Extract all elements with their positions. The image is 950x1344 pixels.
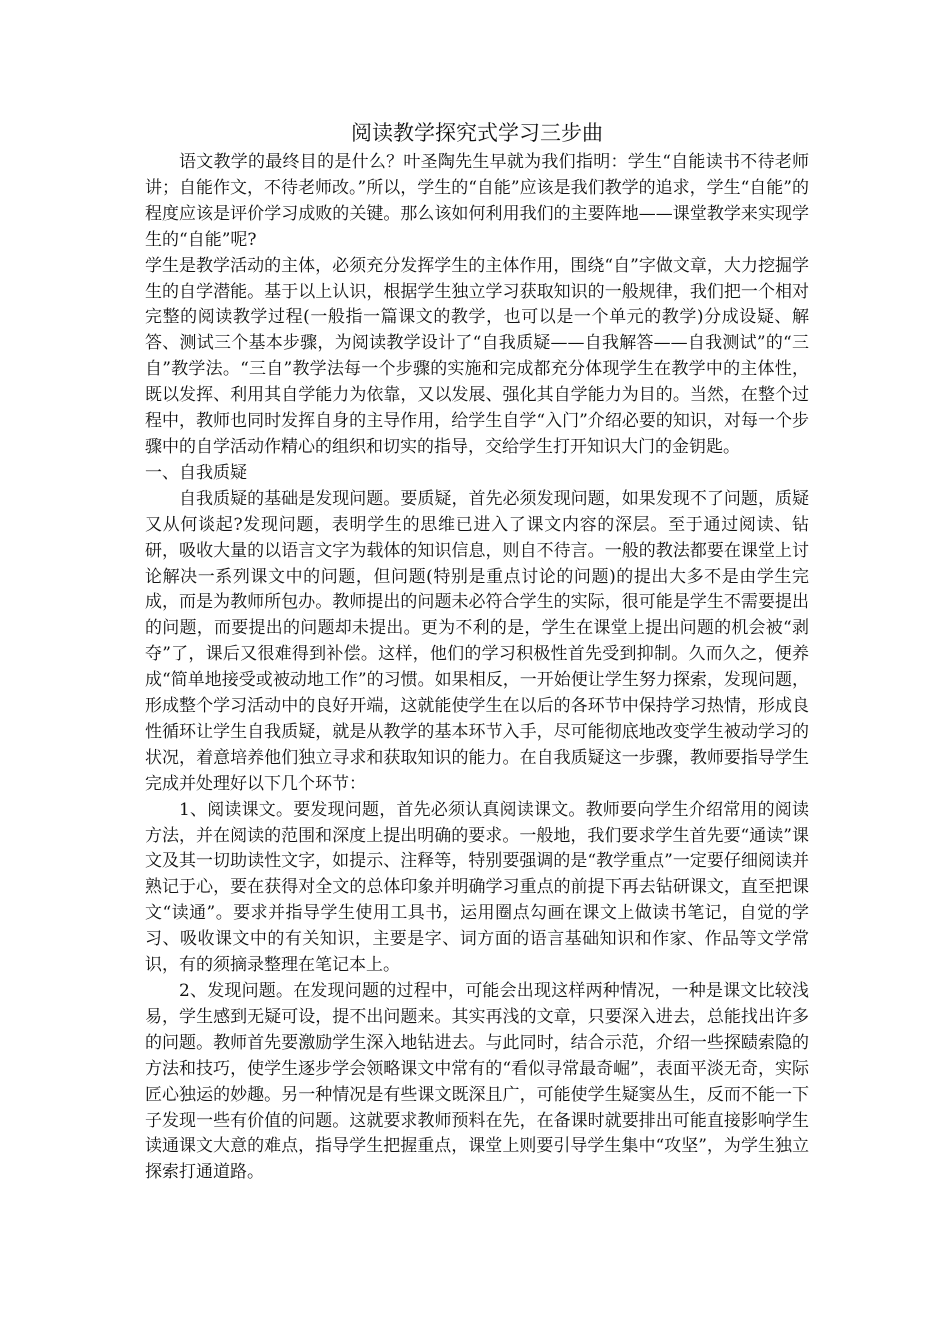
paragraph-intro: 语文教学的最终目的是什么？叶圣陶先生早就为我们指明：学生“自能读书不待老师讲；自能作文，不待老师改。”所以，学生的“自能”应该是我们教学的追求，学生“自能”的程度应该是评价学习成败的关键。那么该如何利用我们的主要阵地——课堂教学来实现学生的“自能”呢? [145,152,809,250]
section-heading-self-questioning: 一、自我质疑 [145,462,247,483]
document-title: 阅读教学探究式学习三步曲 [351,121,603,145]
paragraph-self-questioning: 自我质疑的基础是发现问题。要质疑，首先必须发现问题，如果发现不了问题，质疑又从何谈起?发现问题，表明学生的思维已进入了课文内容的深层。至于通过阅读、钻研，吸收大量的以语言文字为载体的知识信息，则自不待言。一般的教法都要在课堂上讨论解决一系列课文中的问题，但问题(特别是重点讨论的问题)的提出大多不是由学生完成，而是为教师所包办。教师提出的问题未必符合学生的实际，很可能是学生不需要提出的问题，而要提出的问题却未提出。更为不利的是，学生在课堂上提出问题的机会被“剥夺”了，课后又很难得到补偿。这样，他们的学习积极性首先受到抑制。久而久之，便养成“简单地接受或被动地工作”的习惯。如果相反，一开始便让学生努力探索，发现问题，形成整个学习活动中的良好开端，这就能使学生在以后的各环节中保持学习热情，形成良性循环让学生自我质疑，就是从教学的基本环节入手，尽可能彻底地改变学生被动学习的状况，着意培养他们独立寻求和获取知识的能力。在自我质疑这一步骤，教师要指导学生完成并处理好以下几个环节： [145,488,809,794]
paragraph-student-subject: 学生是教学活动的主体，必须充分发挥学生的主体作用，围绕“自”字做文章，大力挖掘学生的自学潜能。基于以上认识，根据学生独立学习获取知识的一般规律，我们把一个相对完整的阅读教学过程(一般指一篇课文的教学，也可以是一个单元的教学)分成设疑、解答、测试三个基本步骤，为阅读教学设计了“自我质疑——自我解答——自我测试”的“三自”教学法。“三自”教学法每一个步骤的实施和完成都充分体现学生在教学中的主体性，既以发挥、利用其自学能力为依靠，又以发展、强化其自学能力为目的。当然，在整个过程中，教师也同时发挥自身的主导作用，给学生自学“入门”介绍必要的知识，对每一个步骤中的自学活动作精心的组织和切实的指导，交给学生打开知识大门的金钥匙。 [145,255,809,457]
paragraph-step-find-problems: 2、发现问题。在发现问题的过程中，可能会出现这样两种情况，一种是课文比较浅易，学生感到无疑可设，提不出问题来。其实再浅的文章，只要深入进去，总能找出许多的问题。教师首先要激励学生深入地钻进去。与此同时，结合示范，介绍一些探赜索隐的方法和技巧，使学生逐步学会领略课文中常有的“看似寻常最奇崛”，表面平淡无奇，实际匠心独运的妙趣。另一种情况是有些课文既深且广，可能使学生疑窦丛生，反而不能一下子发现一些有价值的问题。这就要求教师预料在先，在备课时就要排出可能直接影响学生读通课文大意的难点，指导学生把握重点，课堂上则要引导学生集中“攻坚”，为学生独立探索打通道路。 [145,981,809,1183]
paragraph-step-read-text: 1、阅读课文。要发现问题，首先必须认真阅读课文。教师要向学生介绍常用的阅读方法，并在阅读的范围和深度上提出明确的要求。一般地，我们要求学生首先要“通读”课文及其一切助读性文字，如提示、注释等，特别要强调的是“教学重点”一定要仔细阅读并熟记于心，要在获得对全文的总体印象并明确学习重点的前提下再去钻研课文，直至把课文“读通”。要求并指导学生使用工具书，运用圈点勾画在课文上做读书笔记，自觉的学习、吸收课文中的有关知识，主要是字、词方面的语言基础知识和作家、作品等文学常识，有的须摘录整理在笔记本上。 [145,799,809,976]
document-page [145,118,809,1186]
